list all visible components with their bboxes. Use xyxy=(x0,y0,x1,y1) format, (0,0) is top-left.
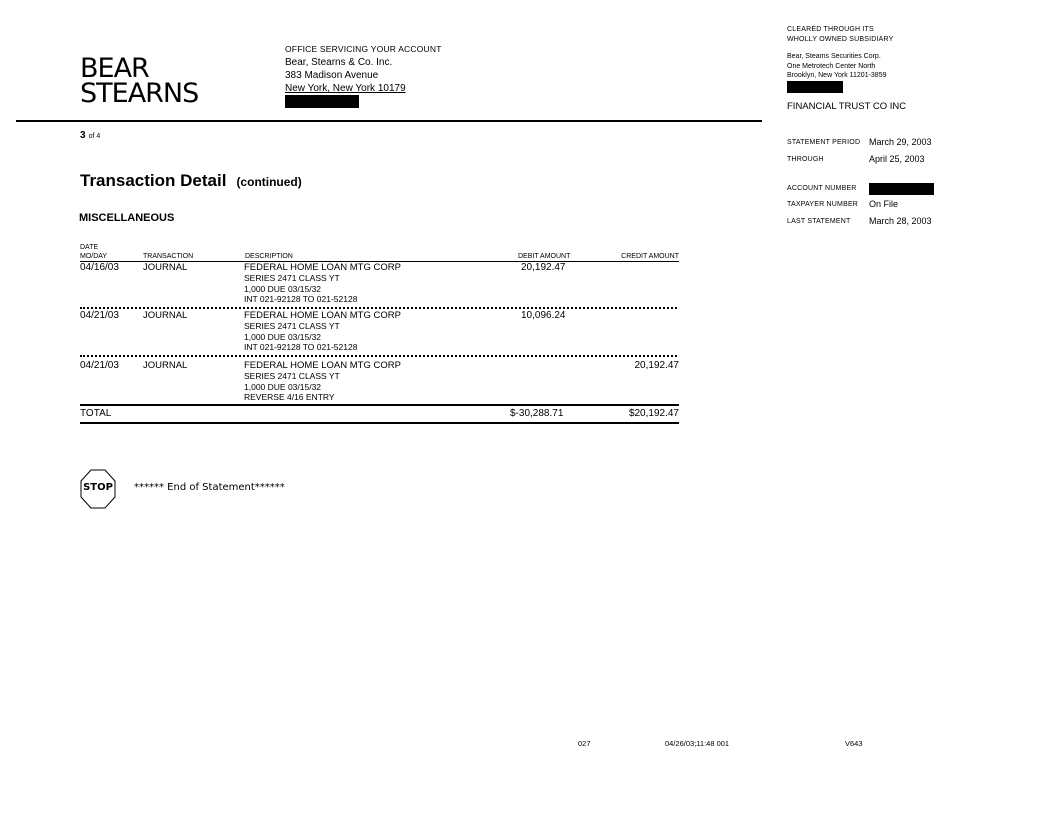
header-date-line-2: MO/DAY xyxy=(80,253,108,260)
statement-period-label: STATEMENT PERIOD xyxy=(787,139,861,146)
row-description xyxy=(244,310,401,353)
total-debit: $-30,288.71 xyxy=(510,408,564,419)
row-transaction: JOURNAL xyxy=(143,310,188,321)
through-label: THROUGH xyxy=(787,156,824,163)
office-name: Bear, Stearns & Co. Inc. xyxy=(285,57,393,68)
page-title xyxy=(80,171,302,191)
title-continued: (continued) xyxy=(236,175,302,189)
account-holder-name: FINANCIAL TRUST CO INC xyxy=(787,101,907,112)
total-credit: $20,192.47 xyxy=(628,408,679,419)
row-separator xyxy=(80,307,677,309)
redacted-box xyxy=(285,95,359,108)
through-value: April 25, 2003 xyxy=(869,154,925,164)
header-date-line-1: DATE xyxy=(80,244,99,251)
clearing-firm-name: Bear, Steams Securities Corp. xyxy=(787,53,881,60)
clearing-address-1: One Metrotech Center North xyxy=(787,62,876,70)
page-of: of 4 xyxy=(88,133,101,140)
clearing-address-2: Brooklyn, New York 11201-3859 xyxy=(787,72,887,79)
stop-sign-icon xyxy=(80,469,116,509)
redacted-box xyxy=(869,183,934,195)
last-statement-value: March 28, 2003 xyxy=(869,216,932,226)
row-desc-line-2: SERIES 2471 CLASS YT xyxy=(244,371,340,381)
total-row xyxy=(80,407,679,423)
row-transaction: JOURNAL xyxy=(143,262,188,273)
header-description: DESCRIPTION xyxy=(245,253,293,260)
row-desc-line-1: FEDERAL HOME LOAN MTG CORP xyxy=(244,310,401,321)
row-desc-line-2: SERIES 2471 CLASS YT xyxy=(244,321,340,331)
taxpayer-label: TAXPAYER NUMBER xyxy=(787,201,859,208)
bear-stearns-logo xyxy=(80,53,199,109)
row-desc-line-4: REVERSE 4/16 ENTRY xyxy=(244,392,335,402)
total-top-rule xyxy=(80,404,679,406)
row-desc-line-3: 1,000 DUE 03/15/32 xyxy=(244,283,322,294)
stop-label: STOP xyxy=(83,482,113,493)
total-bottom-rule xyxy=(80,422,679,424)
footer-code-1: 027 xyxy=(578,739,591,748)
row-desc-line-3: 1,000 DUE 03/15/32 xyxy=(244,331,322,342)
logo-line-2: STEARNS xyxy=(80,78,199,109)
table-row xyxy=(80,360,679,407)
page-current: 3 xyxy=(80,130,86,141)
redacted-box xyxy=(787,81,843,93)
row-description xyxy=(244,360,401,403)
title-main: Transaction Detail xyxy=(80,171,227,190)
row-desc-line-2: SERIES 2471 CLASS YT xyxy=(244,273,340,283)
row-date: 04/16/03 xyxy=(80,262,119,273)
office-street: 383 Madison Avenue xyxy=(285,70,379,81)
row-transaction: JOURNAL xyxy=(143,360,188,371)
row-debit: 10,096.24 xyxy=(521,310,566,321)
end-of-statement-text: ****** End of Statement****** xyxy=(134,482,285,493)
account-number-label: ACCOUNT NUMBER xyxy=(787,185,857,192)
last-statement-label: LAST STATEMENT xyxy=(787,218,851,225)
row-separator xyxy=(80,355,677,357)
header-debit: DEBIT AMOUNT xyxy=(518,253,571,260)
table-row xyxy=(80,262,679,309)
row-desc-line-1: FEDERAL HOME LOAN MTG CORP xyxy=(244,262,401,273)
row-desc-line-4: INT 021-92128 TO 021-52128 xyxy=(244,342,358,352)
clearing-heading-line-2: WHOLLY OWNED SUBSIDIARY xyxy=(787,36,894,43)
row-credit: 20,192.47 xyxy=(634,360,679,371)
row-description xyxy=(244,262,401,305)
section-heading: MISCELLANEOUS xyxy=(79,212,175,224)
row-date: 04/21/03 xyxy=(80,360,119,371)
clearing-heading xyxy=(787,25,894,45)
row-desc-line-1: FEDERAL HOME LOAN MTG CORP xyxy=(244,360,401,371)
transaction-table xyxy=(80,243,679,433)
clearing-firm-address xyxy=(787,52,887,81)
office-city: New York, New York 10179 xyxy=(285,83,406,94)
footer-code-2: V643 xyxy=(845,739,863,748)
footer-timestamp: 04/26/03;11:48 001 xyxy=(665,739,730,748)
office-heading: OFFICE SERVICING YOUR ACCOUNT xyxy=(285,44,442,54)
statement-period-value: March 29, 2003 xyxy=(869,137,932,147)
row-desc-line-4: INT 021-92128 TO 021-52128 xyxy=(244,294,358,304)
office-servicing-block xyxy=(285,43,442,112)
logo-line-1: BEAR xyxy=(80,53,149,84)
clearing-heading-line-1: CLEARED THROUGH ITS xyxy=(787,26,874,33)
taxpayer-value: On File xyxy=(869,199,899,209)
row-debit: 20,192.47 xyxy=(521,262,566,273)
total-label: TOTAL xyxy=(80,408,112,419)
row-date: 04/21/03 xyxy=(80,310,119,321)
row-desc-line-3: 1,000 DUE 03/15/32 xyxy=(244,381,322,392)
header-credit: CREDIT AMOUNT xyxy=(621,253,679,260)
header-divider xyxy=(16,120,762,122)
header-transaction: TRANSACTION xyxy=(143,253,194,260)
header-date xyxy=(80,243,107,261)
page-indicator xyxy=(80,130,100,141)
table-row xyxy=(80,310,679,357)
